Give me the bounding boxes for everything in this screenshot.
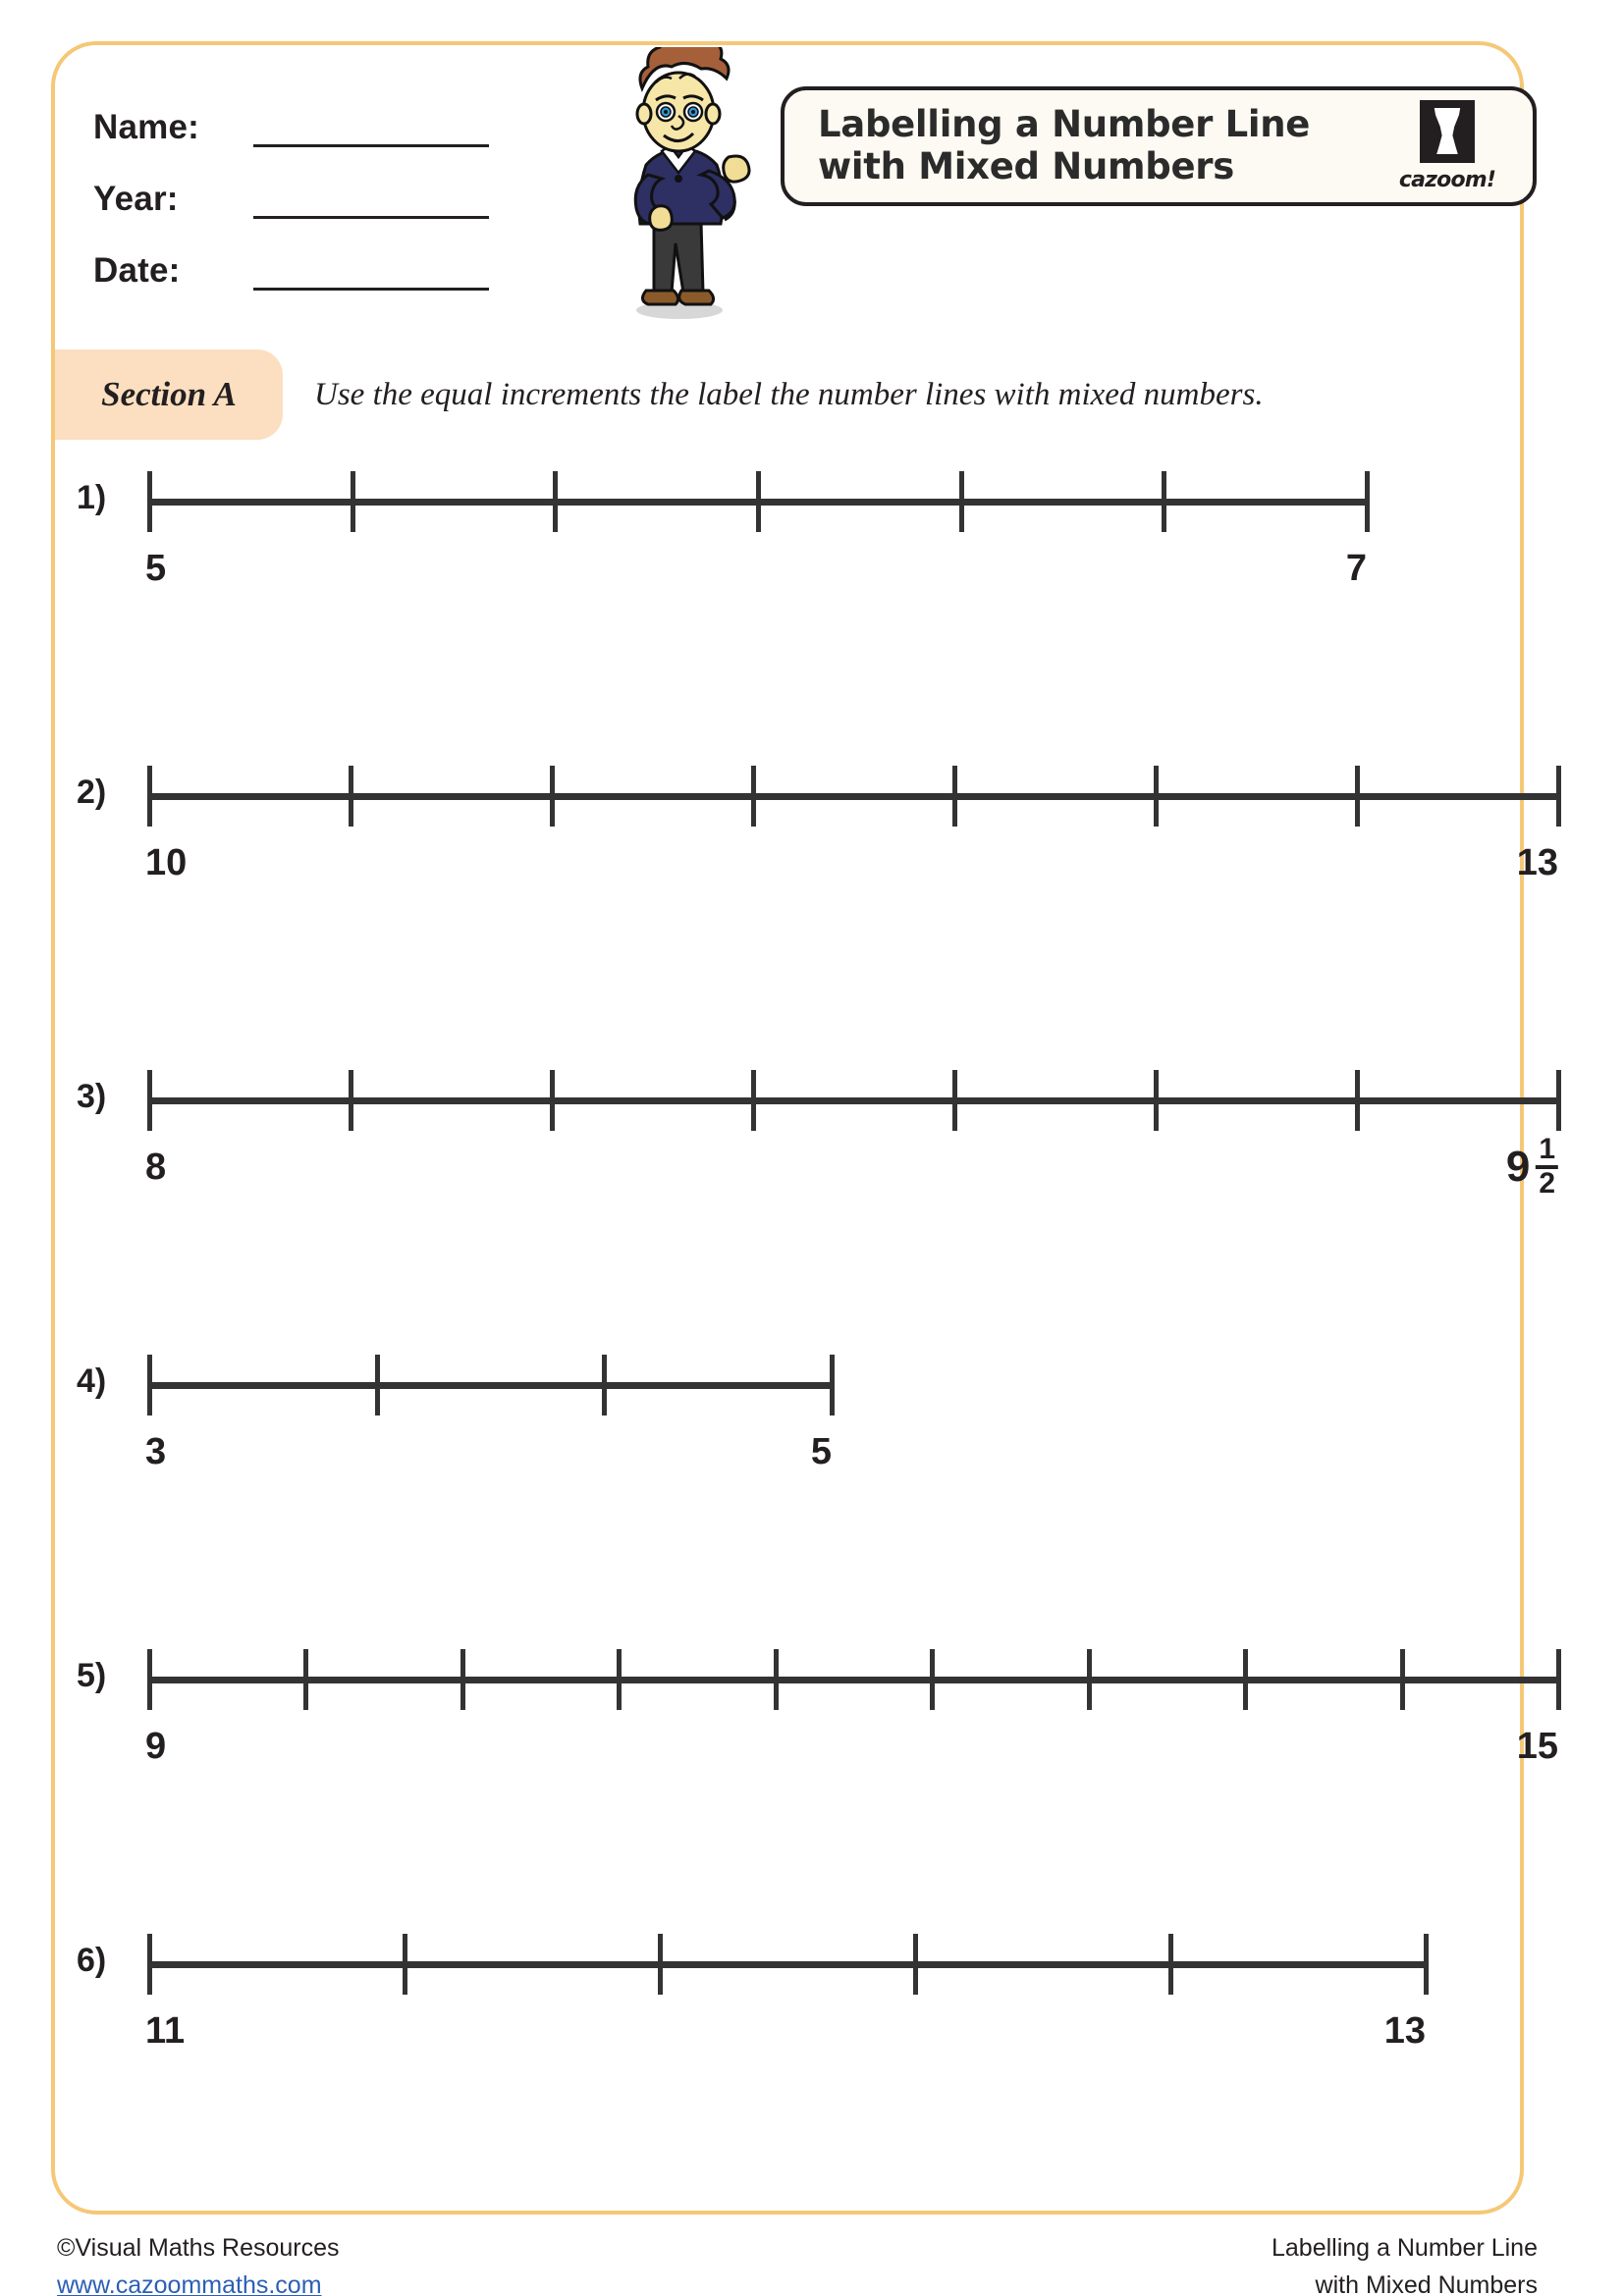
number-line-tick <box>1168 1934 1173 1995</box>
number-line-tick <box>1400 1649 1405 1710</box>
name-field-label: Name: <box>93 108 199 146</box>
student-mascot-illustration <box>585 47 772 322</box>
number-line[interactable] <box>145 471 1367 628</box>
number-line-end-label: 5 <box>810 1431 832 1472</box>
section-badge <box>55 349 283 440</box>
number-line-tick <box>147 1070 152 1131</box>
question-4 <box>0 1355 1624 1531</box>
number-line[interactable] <box>145 1070 1558 1227</box>
number-line-tick <box>550 1070 555 1131</box>
number-line-tick <box>1154 766 1159 827</box>
number-line-tick <box>1154 1070 1159 1131</box>
cazoom-logo <box>1383 100 1511 192</box>
footer-credit <box>57 2230 340 2296</box>
number-line[interactable] <box>145 1649 1558 1806</box>
number-line-tick <box>1355 1070 1360 1131</box>
number-line-start-label: 8 <box>145 1147 167 1188</box>
number-line-tick <box>1365 471 1370 532</box>
number-line-axis <box>149 793 1558 800</box>
number-line-tick <box>952 1070 957 1131</box>
number-line-tick <box>1556 766 1561 827</box>
number-line-tick <box>1424 1934 1429 1995</box>
number-line-tick <box>1243 1649 1248 1710</box>
question-1 <box>0 471 1624 648</box>
number-line[interactable] <box>145 1355 832 1512</box>
number-line-tick <box>1556 1649 1561 1710</box>
footer-title-line2: with Mixed Numbers <box>1315 2270 1538 2296</box>
number-line-start-label: 10 <box>145 842 188 883</box>
number-line-tick <box>930 1649 935 1710</box>
footer-website-link[interactable]: www.cazoommaths.com <box>57 2270 322 2296</box>
mixed-number-whole: 9 <box>1505 1142 1531 1191</box>
number-line-tick <box>351 471 355 532</box>
year-field-label: Year: <box>93 180 179 218</box>
number-line-tick <box>147 471 152 532</box>
number-line-tick <box>147 1355 152 1415</box>
number-line-tick <box>553 471 558 532</box>
number-line-tick <box>913 1934 918 1995</box>
footer-title <box>1272 2230 1538 2296</box>
number-line-tick <box>658 1934 663 1995</box>
number-line-tick <box>756 471 761 532</box>
question-number: 1) <box>77 479 107 516</box>
name-field-input[interactable] <box>253 144 489 147</box>
fraction-numerator: 1 <box>1539 1133 1555 1165</box>
number-line-tick <box>774 1649 779 1710</box>
date-field-row <box>93 251 489 291</box>
question-number: 4) <box>77 1362 107 1400</box>
question-number: 6) <box>77 1942 107 1979</box>
worksheet-header <box>0 0 1624 324</box>
question-number: 3) <box>77 1078 107 1115</box>
number-line-start-label: 11 <box>145 2010 186 2052</box>
number-line-start-label: 9 <box>145 1726 167 1767</box>
footer-copyright: ©Visual Maths Resources <box>57 2234 340 2262</box>
number-line-tick <box>1556 1070 1561 1131</box>
question-3 <box>0 1070 1624 1247</box>
number-line-tick <box>751 766 756 827</box>
number-line-tick <box>1355 766 1360 827</box>
number-line-tick <box>602 1355 607 1415</box>
section-badge-label: Section A <box>101 375 237 413</box>
number-line[interactable] <box>145 766 1558 923</box>
number-line-start-label: 3 <box>145 1431 167 1472</box>
number-line-end-label: 13 <box>1516 842 1558 883</box>
number-line-tick <box>147 1934 152 1995</box>
question-5 <box>0 1649 1624 1826</box>
fraction <box>1536 1135 1558 1199</box>
worksheet-title-box <box>781 86 1537 206</box>
mixed-number <box>1506 1135 1558 1199</box>
number-line-tick <box>349 1070 353 1131</box>
number-line-tick <box>550 766 555 827</box>
number-line-tick <box>147 1649 152 1710</box>
section-band <box>55 349 1489 440</box>
number-line-start-label: 5 <box>145 548 167 589</box>
number-line-tick <box>959 471 964 532</box>
number-line-tick <box>403 1934 407 1995</box>
number-line[interactable] <box>145 1934 1426 2091</box>
number-line-end-label: 13 <box>1383 2010 1426 2052</box>
page-title <box>818 104 1383 188</box>
number-line-tick <box>349 766 353 827</box>
number-line-tick <box>147 766 152 827</box>
question-number: 2) <box>77 774 107 811</box>
page-title-line2: with Mixed Numbers <box>818 145 1234 187</box>
question-number: 5) <box>77 1657 107 1694</box>
number-line-tick <box>460 1649 465 1710</box>
number-line-tick <box>751 1070 756 1131</box>
page-title-line1: Labelling a Number Line <box>818 103 1311 146</box>
cazoom-logo-wordmark: cazoom! <box>1398 168 1496 192</box>
year-field-row <box>93 180 489 219</box>
cup-glyph <box>1433 107 1462 156</box>
number-line-tick <box>617 1649 622 1710</box>
worksheet-footer <box>0 2230 1624 2296</box>
name-field-row <box>93 108 489 147</box>
number-line-axis <box>149 1097 1558 1104</box>
number-line-end-label: 15 <box>1516 1726 1558 1767</box>
number-line-tick <box>1087 1649 1092 1710</box>
date-field-input[interactable] <box>253 288 489 291</box>
number-line-axis <box>149 1677 1558 1683</box>
number-line-axis <box>149 1961 1426 1968</box>
section-instruction: Use the equal increments the label the number lines with mixed numbers. <box>314 376 1264 412</box>
date-field-label: Date: <box>93 251 181 290</box>
fraction-denominator: 2 <box>1536 1165 1558 1200</box>
cazoom-cup-logo-icon <box>1420 100 1475 163</box>
number-line-tick <box>1162 471 1166 532</box>
number-line-tick <box>830 1355 835 1415</box>
number-line-axis <box>149 1382 832 1389</box>
question-6 <box>0 1934 1624 2110</box>
number-line-tick <box>375 1355 380 1415</box>
year-field-input[interactable] <box>253 216 489 219</box>
number-line-tick <box>952 766 957 827</box>
number-line-tick <box>303 1649 308 1710</box>
footer-title-line1: Labelling a Number Line <box>1271 2234 1538 2262</box>
number-line-end-label: 7 <box>1345 548 1367 589</box>
question-2 <box>0 766 1624 942</box>
number-line-end-label <box>1506 1135 1558 1199</box>
